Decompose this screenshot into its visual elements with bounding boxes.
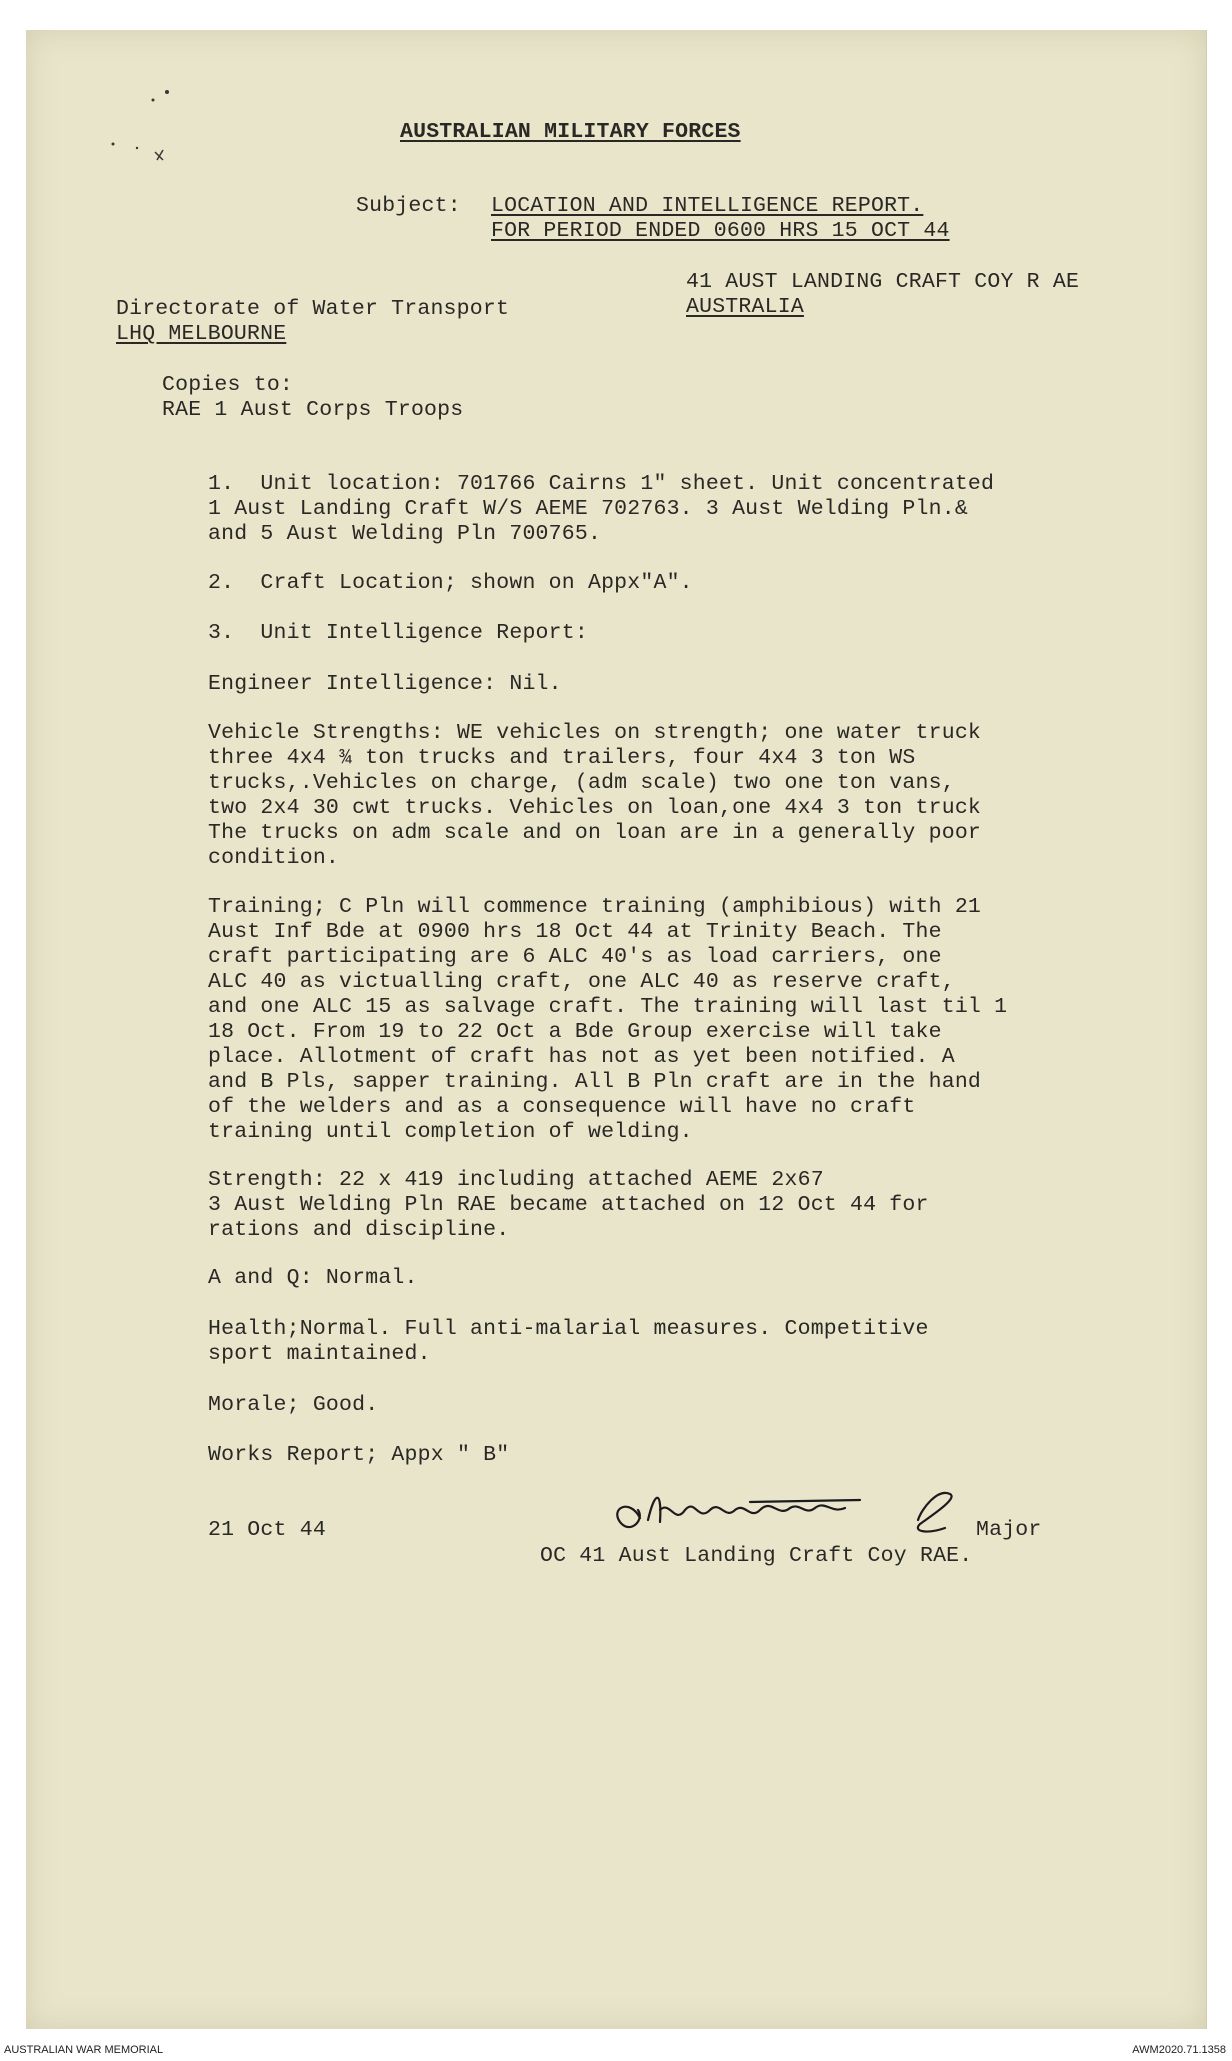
training-line: 18 Oct. From 19 to 22 Oct a Bde Group exercise will take [208, 1020, 942, 1044]
vehicle-strengths [208, 721, 981, 871]
vehicle-line: condition. [208, 846, 340, 870]
subject-line-2: FOR PERIOD ENDED 0600 HRS 15 OCT 44 [491, 219, 950, 243]
item-line: 2. Craft Location; shown on Appx"A". [208, 571, 693, 595]
addressee-line-1: Directorate of Water Transport [116, 297, 510, 321]
health [208, 1317, 929, 1367]
training-line: Aust Inf Bde at 0900 hrs 18 Oct 44 at Trinity Beach. The [208, 920, 942, 944]
strength-line: Strength: 22 x 419 including attached AEME 2x67 [208, 1168, 824, 1192]
health-line: sport maintained. [208, 1342, 431, 1366]
training-line: place. Allotment of craft has not as yet been notified. A [208, 1045, 955, 1069]
vehicle-line: two 2x4 30 cwt trucks. Vehicles on loan,one 4x4 3 ton truck [208, 796, 982, 820]
item-line: Engineer Intelligence: Nil. [208, 672, 562, 696]
item-unit-intelligence [208, 621, 588, 646]
strength [208, 1168, 929, 1243]
training-line: and one ALC 15 as salvage craft. The training will last til 1 [208, 995, 1008, 1019]
item-line: 1 Aust Landing Craft W/S AEME 702763. 3 Aust Welding Pln.& [208, 497, 968, 521]
item-line: and 5 Aust Welding Pln 700765. [208, 522, 602, 546]
item-line: 1. Unit location: 701766 Cairns 1" sheet. Unit concentrated [208, 472, 995, 496]
copies-recipient: RAE 1 Aust Corps Troops [162, 398, 464, 422]
paper-specks [95, 80, 185, 170]
item-line: 3. Unit Intelligence Report: [208, 621, 588, 645]
health-line: Health;Normal. Full anti-malarial measures. Competitive [208, 1317, 929, 1341]
training-line: Training; C Pln will commence training (amphibious) with 21 [208, 895, 982, 919]
subject-line-1: LOCATION AND INTELLIGENCE REPORT. [491, 194, 924, 218]
strength-line: 3 Aust Welding Pln RAE became attached on 12 Oct 44 for [208, 1193, 929, 1217]
training-line: craft participating are 6 ALC 40's as load carriers, one [208, 945, 942, 969]
report-date: 21 Oct 44 [208, 1518, 326, 1542]
training [208, 895, 1007, 1145]
engineer-intelligence [208, 672, 562, 697]
a-and-q [208, 1266, 418, 1291]
item-craft-location [208, 571, 693, 596]
item-line: Morale; Good. [208, 1393, 379, 1417]
sender-location: AUSTRALIA [686, 295, 804, 319]
morale [208, 1393, 378, 1418]
training-line: ALC 40 as victualling craft, one ALC 40 as reserve craft, [208, 970, 955, 994]
handwritten-signature [600, 1480, 1000, 1550]
sender-unit: 41 AUST LANDING CRAFT COY R AE [686, 270, 1080, 294]
item-line: Works Report; Appx " B" [208, 1443, 510, 1467]
training-line: training until completion of welding. [208, 1120, 693, 1144]
training-line: and B Pls, sapper training. All B Pln craft are in the hand [208, 1070, 982, 1094]
vehicle-line: The trucks on adm scale and on loan are in a generally poor [208, 821, 982, 845]
subject-label: Subject: [356, 194, 461, 218]
organisation-heading: AUSTRALIAN MILITARY FORCES [400, 120, 741, 144]
footer-reference: AWM2020.71.1358 [1132, 2044, 1226, 2056]
item-line: A and Q: Normal. [208, 1266, 418, 1290]
addressee-line-2: LHQ MELBOURNE [116, 322, 287, 346]
item-unit-location [208, 472, 994, 547]
works-report [208, 1443, 509, 1468]
footer-institution: AUSTRALIAN WAR MEMORIAL [4, 2044, 164, 2056]
vehicle-line: three 4x4 ¾ ton trucks and trailers, four 4x4 3 ton WS [208, 746, 916, 770]
vehicle-line: trucks,.Vehicles on charge, (adm scale) two one ton vans, [208, 771, 955, 795]
signatory-rank: Major [976, 1518, 1042, 1542]
copies-label: Copies to: [162, 373, 294, 397]
training-line: of the welders and as a consequence will have no craft [208, 1095, 916, 1119]
vehicle-line: Vehicle Strengths: WE vehicles on strength; one water truck [208, 721, 982, 745]
signature-block: OC 41 Aust Landing Craft Coy RAE. [540, 1544, 973, 1568]
strength-line: rations and discipline. [208, 1218, 510, 1242]
